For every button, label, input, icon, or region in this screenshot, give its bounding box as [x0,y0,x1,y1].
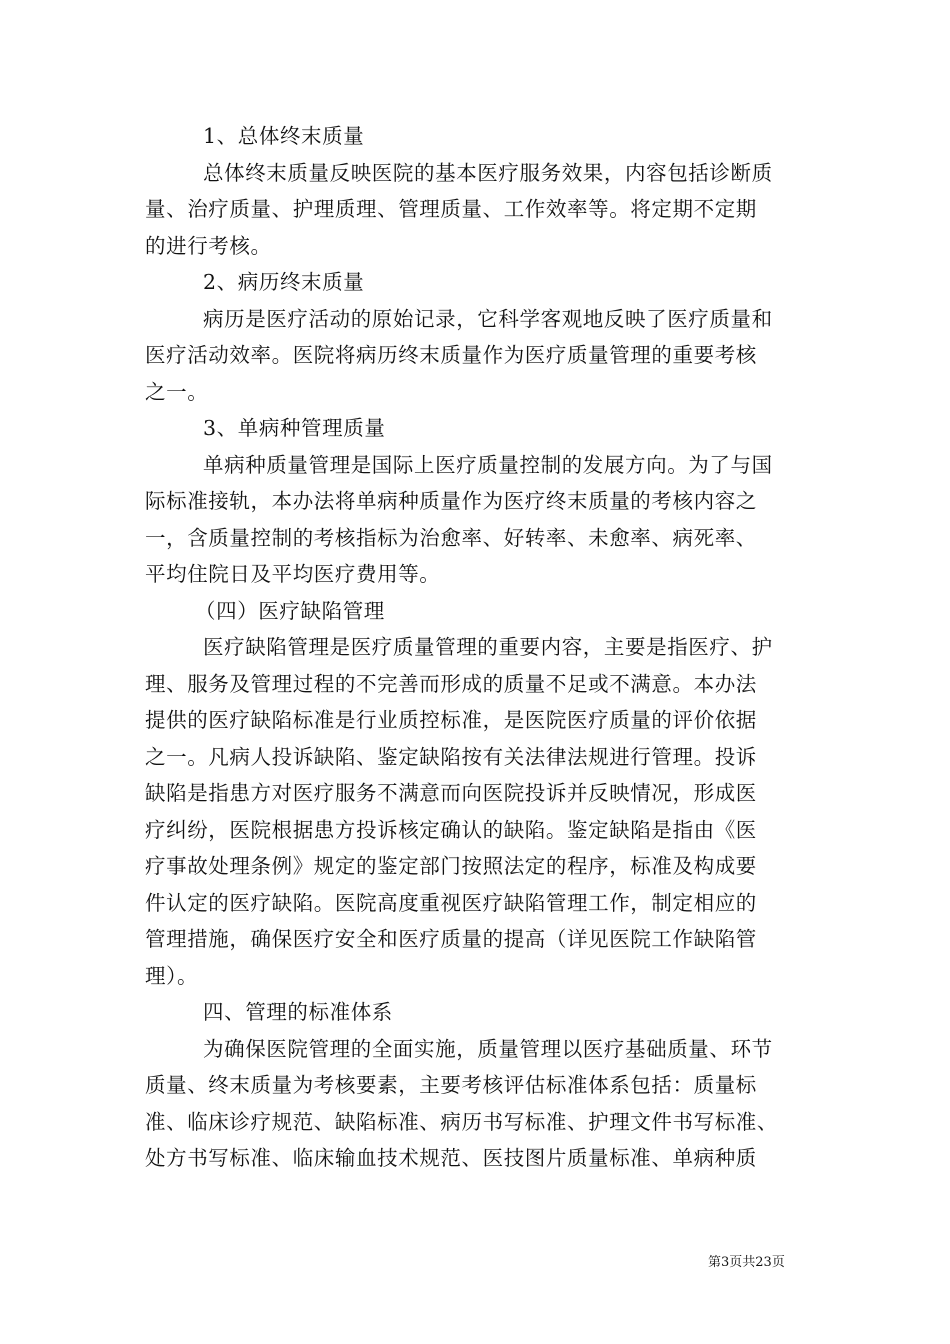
paragraph-line: 处方书写标准、临床输血技术规范、医技图片质量标准、单病种质 [145,1146,757,1170]
paragraph-line: 质量、终末质量为考核要素，主要考核评估标准体系包括：质量标 [145,1073,757,1097]
subheading-single-disease-quality: 3、单病种管理质量 [203,416,386,440]
paragraph-line: 量、治疗质量、护理质理、管理质量、工作效率等。将定期不定期 [145,197,757,221]
subheading-overall-final-quality: 1、总体终末质量 [203,124,365,148]
paragraph-line: 准、临床诊疗规范、缺陷标准、病历书写标准、护理文件书写标准、 [145,1109,778,1134]
paragraph-line: 缺陷是指患方对医疗服务不满意而向医院投诉并反映情况，形成医 [145,781,757,805]
paragraph-line: 平均住院日及平均医疗费用等。 [145,562,441,586]
paragraph-line: 的进行考核。 [145,233,272,258]
paragraph-line: 疗纠纷，医院根据患方投诉核定确认的缺陷。鉴定缺陷是指由《医 [145,817,757,842]
document-body [145,118,807,1177]
paragraph-line: 提供的医疗缺陷标准是行业质控标准，是医院医疗质量的评价依据 [145,708,757,732]
paragraph-line: 之一。 [145,379,209,404]
paragraph-line: 病历是医疗活动的原始记录，它科学客观地反映了医疗质量和 [203,306,773,331]
page-number-footer: 第3页共23页 [708,1255,785,1270]
paragraph-line: 管理措施，确保医疗安全和医疗质量的提高（详见医院工作缺陷管 [145,927,757,951]
paragraph-line: 一，含质量控制的考核指标为治愈率、好转率、未愈率、病死率、 [145,525,757,550]
paragraph-line: 医疗活动效率。医院将病历终末质量作为医疗质量管理的重要考核 [145,343,757,367]
paragraph-line: 理、服务及管理过程的不完善而形成的质量不足或不满意。本办法 [145,671,757,696]
subheading-medical-record-quality: 2、病历终末质量 [203,270,365,294]
paragraph-line: 之一。凡病人投诉缺陷、鉴定缺陷按有关法律法规进行管理。投诉 [145,744,757,769]
section-heading-medical-defect: （四）医疗缺陷管理 [195,598,385,623]
paragraph-line: 件认定的医疗缺陷。医院高度重视医疗缺陷管理工作，制定相应的 [145,890,757,915]
section-heading-standards-system: 四、管理的标准体系 [203,1000,393,1024]
paragraph-line: 疗事故处理条例》规定的鉴定部门按照法定的程序，标准及构成要 [145,854,757,878]
paragraph-line: 单病种质量管理是国际上医疗质量控制的发展方向。为了与国 [203,452,773,477]
paragraph-line: 理）。 [145,963,199,988]
paragraph-line: 际标准接轨，本办法将单病种质量作为医疗终末质量的考核内容之 [145,489,757,513]
paragraph-line: 医疗缺陷管理是医疗质量管理的重要内容，主要是指医疗、护 [203,635,773,659]
paragraph-line: 为确保医院管理的全面实施，质量管理以医疗基础质量、环节 [203,1036,773,1061]
paragraph-line: 总体终末质量反映医院的基本医疗服务效果，内容包括诊断质 [203,160,773,185]
